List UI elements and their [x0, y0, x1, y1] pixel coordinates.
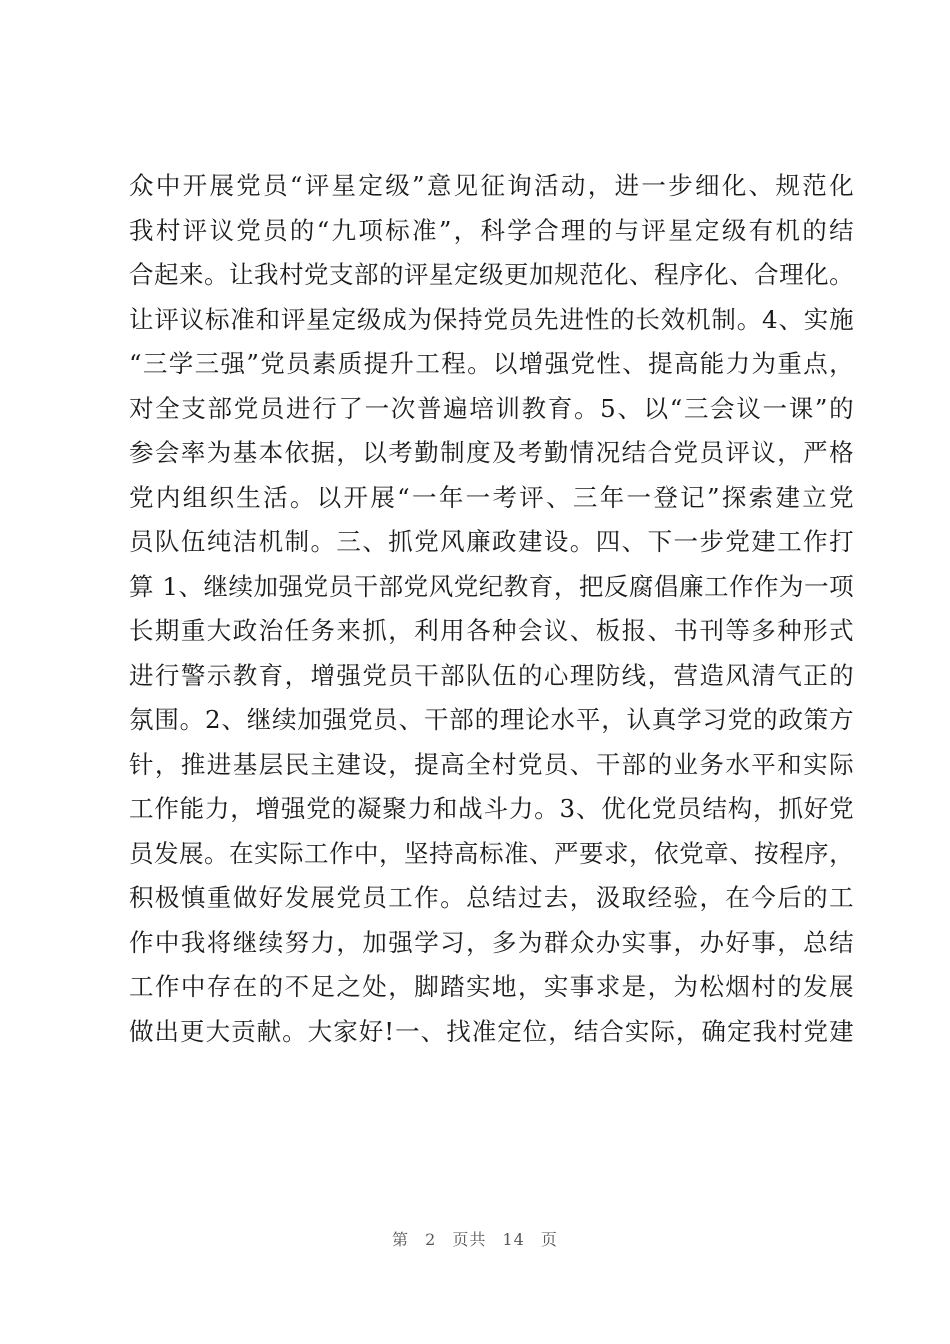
text-line: 工作能力，增强党的凝聚力和战斗力。3、优化党员结构，抓好党 [129, 794, 854, 823]
text-line: 做出更大贡献。大家好!一、找准定位，结合实际，确定我村党建 [129, 1016, 854, 1046]
text-line: 积极慎重做好发展党员工作。总结过去，汲取经验，在今后的工 [129, 883, 854, 912]
page-footer: 第 2 页共 14 页 [392, 1230, 558, 1249]
text-line: 党内组织生活。以开展“一年一考评、三年一登记”探索建立党 [129, 482, 854, 512]
text-line: 进行警示教育，增强党员干部队伍的心理防线，营造风清气正的 [129, 660, 854, 690]
text-line: “三学三强”党员素质提升工程。以增强党性、提高能力为重点， [129, 349, 854, 378]
text-line: 算 1、继续加强党员干部党风党纪教育，把反腐倡廉工作作为一项 [129, 571, 854, 601]
text-line: 参会率为基本依据，以考勤制度及考勤情况结合党员评议，严格 [129, 438, 854, 467]
text-line: 工作中存在的不足之处，脚踏实地，实事求是，为松烟村的发展 [129, 972, 854, 1001]
text-line: 氛围。2、继续加强党员、干部的理论水平，认真学习党的政策方 [129, 705, 854, 734]
text-line: 我村评议党员的“九项标准”，科学合理的与评星定级有机的结 [129, 215, 854, 245]
text-line: 长期重大政治任务来抓，利用各种会议、板报、书刊等多种形式 [129, 616, 854, 645]
text-line: 众中开展党员“评星定级”意见征询活动，进一步细化、规范化 [129, 171, 854, 200]
text-line: 合起来。让我村党支部的评星定级更加规范化、程序化、合理化。 [129, 260, 854, 289]
text-line: 对全支部党员进行了一次普遍培训教育。5、以“三会议一课”的 [129, 393, 854, 423]
text-line: 让评议标准和评星定级成为保持党员先进性的长效机制。4、实施 [129, 304, 854, 334]
text-line: 员发展。在实际工作中，坚持高标准、严要求，依党章、按程序， [129, 838, 854, 868]
body-text [129, 164, 854, 1054]
text-line: 员队伍纯洁机制。三、抓党风廉政建设。四、下一步党建工作打 [129, 527, 854, 556]
text-line: 针，推进基层民主建设，提高全村党员、干部的业务水平和实际 [129, 749, 854, 779]
text-line: 作中我将继续努力，加强学习，多为群众办实事，办好事，总结 [129, 927, 854, 957]
